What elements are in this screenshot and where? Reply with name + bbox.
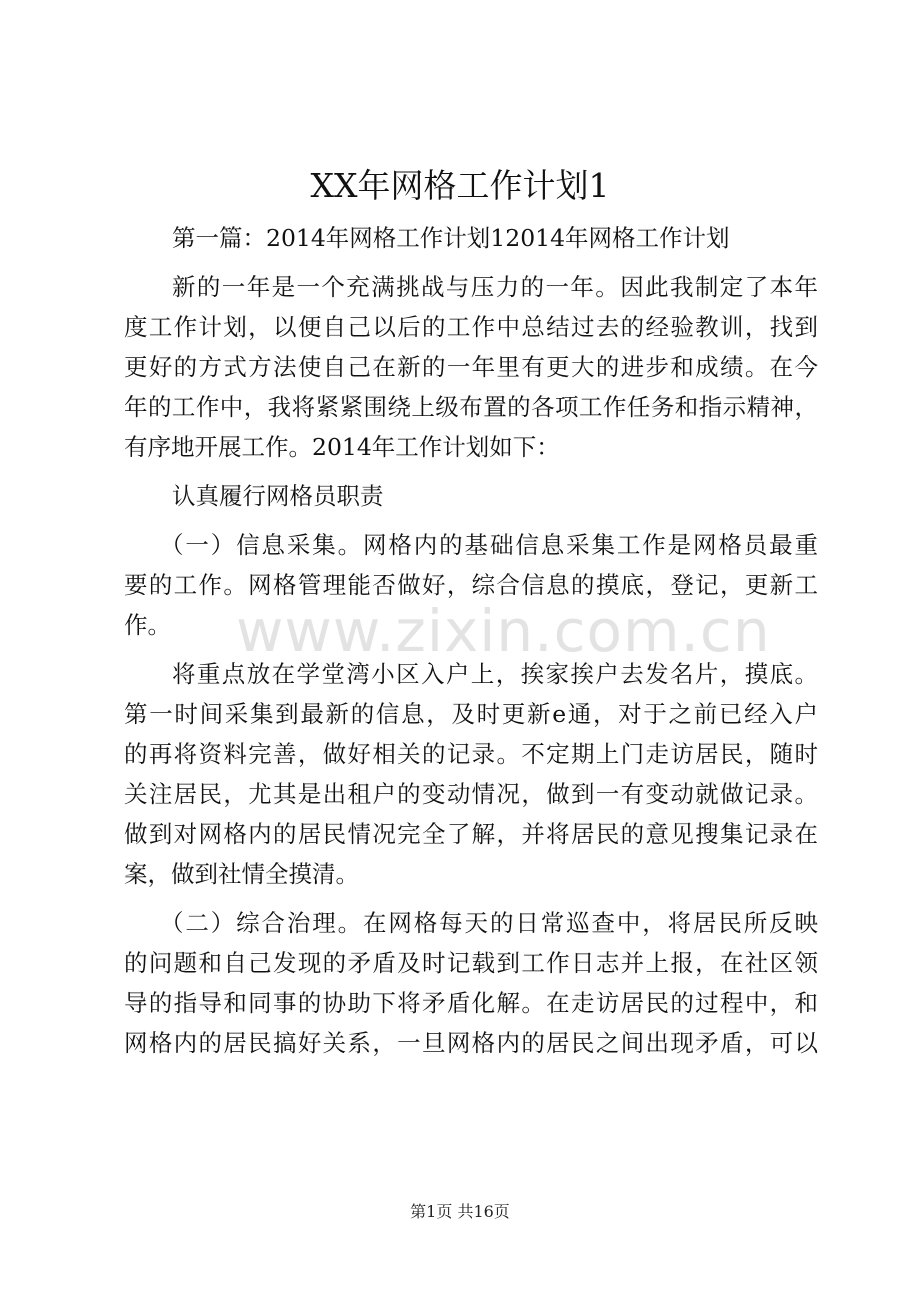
paragraph-line: 要的工作。网格管理能否做好，综合信息的摸底，登记，更新工 (124, 571, 818, 599)
paragraph-line: 年的工作中，我将紧紧围绕上级布置的各项工作任务和指示精神， (124, 393, 818, 421)
section-heading: 第一篇：2014年网格工作计划12014年网格工作计划 (172, 224, 730, 252)
document-body (124, 218, 818, 1063)
paragraph-line: 导的指导和同事的协助下将矛盾化解。在走访居民的过程中，和 (124, 989, 818, 1017)
document-title: XX年网格工作计划1 (310, 166, 610, 205)
subsection-heading: 认真履行网格员职责 (172, 482, 384, 510)
paragraph-line: 网格内的居民搞好关系，一旦网格内的居民之间出现矛盾，可以 (124, 1029, 818, 1057)
paragraph-line: 的再将资料完善，做好相关的记录。不定期上门走访居民，随时 (124, 740, 818, 768)
watermark: www.zixin.com.cn (236, 597, 771, 665)
paragraph-line: 关注居民，尤其是出租户的变动情况，做到一有变动就做记录。 (124, 780, 818, 808)
paragraph-line: 度工作计划，以便自己以后的工作中总结过去的经验教训，找到 (124, 313, 818, 341)
paragraph-line: 将重点放在学堂湾小区入户上，挨家挨户去发名片，摸底。 (172, 660, 818, 688)
paragraph-line: 新的一年是一个充满挑战与压力的一年。因此我制定了本年 (172, 273, 818, 301)
paragraph-line: （二）综合治理。在网格每天的日常巡查中，将居民所反映 (160, 909, 818, 937)
paragraph-line: 的问题和自己发现的矛盾及时记载到工作日志并上报，在社区领 (124, 949, 818, 977)
paragraph-line: 作。 (124, 611, 171, 639)
paragraph-line: 第一时间采集到最新的信息，及时更新e通，对于之前已经入户 (124, 700, 818, 728)
paragraph-line: 案，做到社情全摸清。 (124, 860, 359, 888)
paragraph-line: （一）信息采集。网格内的基础信息采集工作是网格员最重 (160, 531, 818, 559)
paragraph-line: 有序地开展工作。2014年工作计划如下： (124, 433, 560, 461)
page-footer: 第1页 共16页 (410, 1202, 510, 1221)
paragraph-line: 更好的方式方法使自己在新的一年里有更大的进步和成绩。在今 (124, 353, 818, 381)
paragraph-line: 做到对网格内的居民情况完全了解，并将居民的意见搜集记录在 (124, 820, 818, 848)
